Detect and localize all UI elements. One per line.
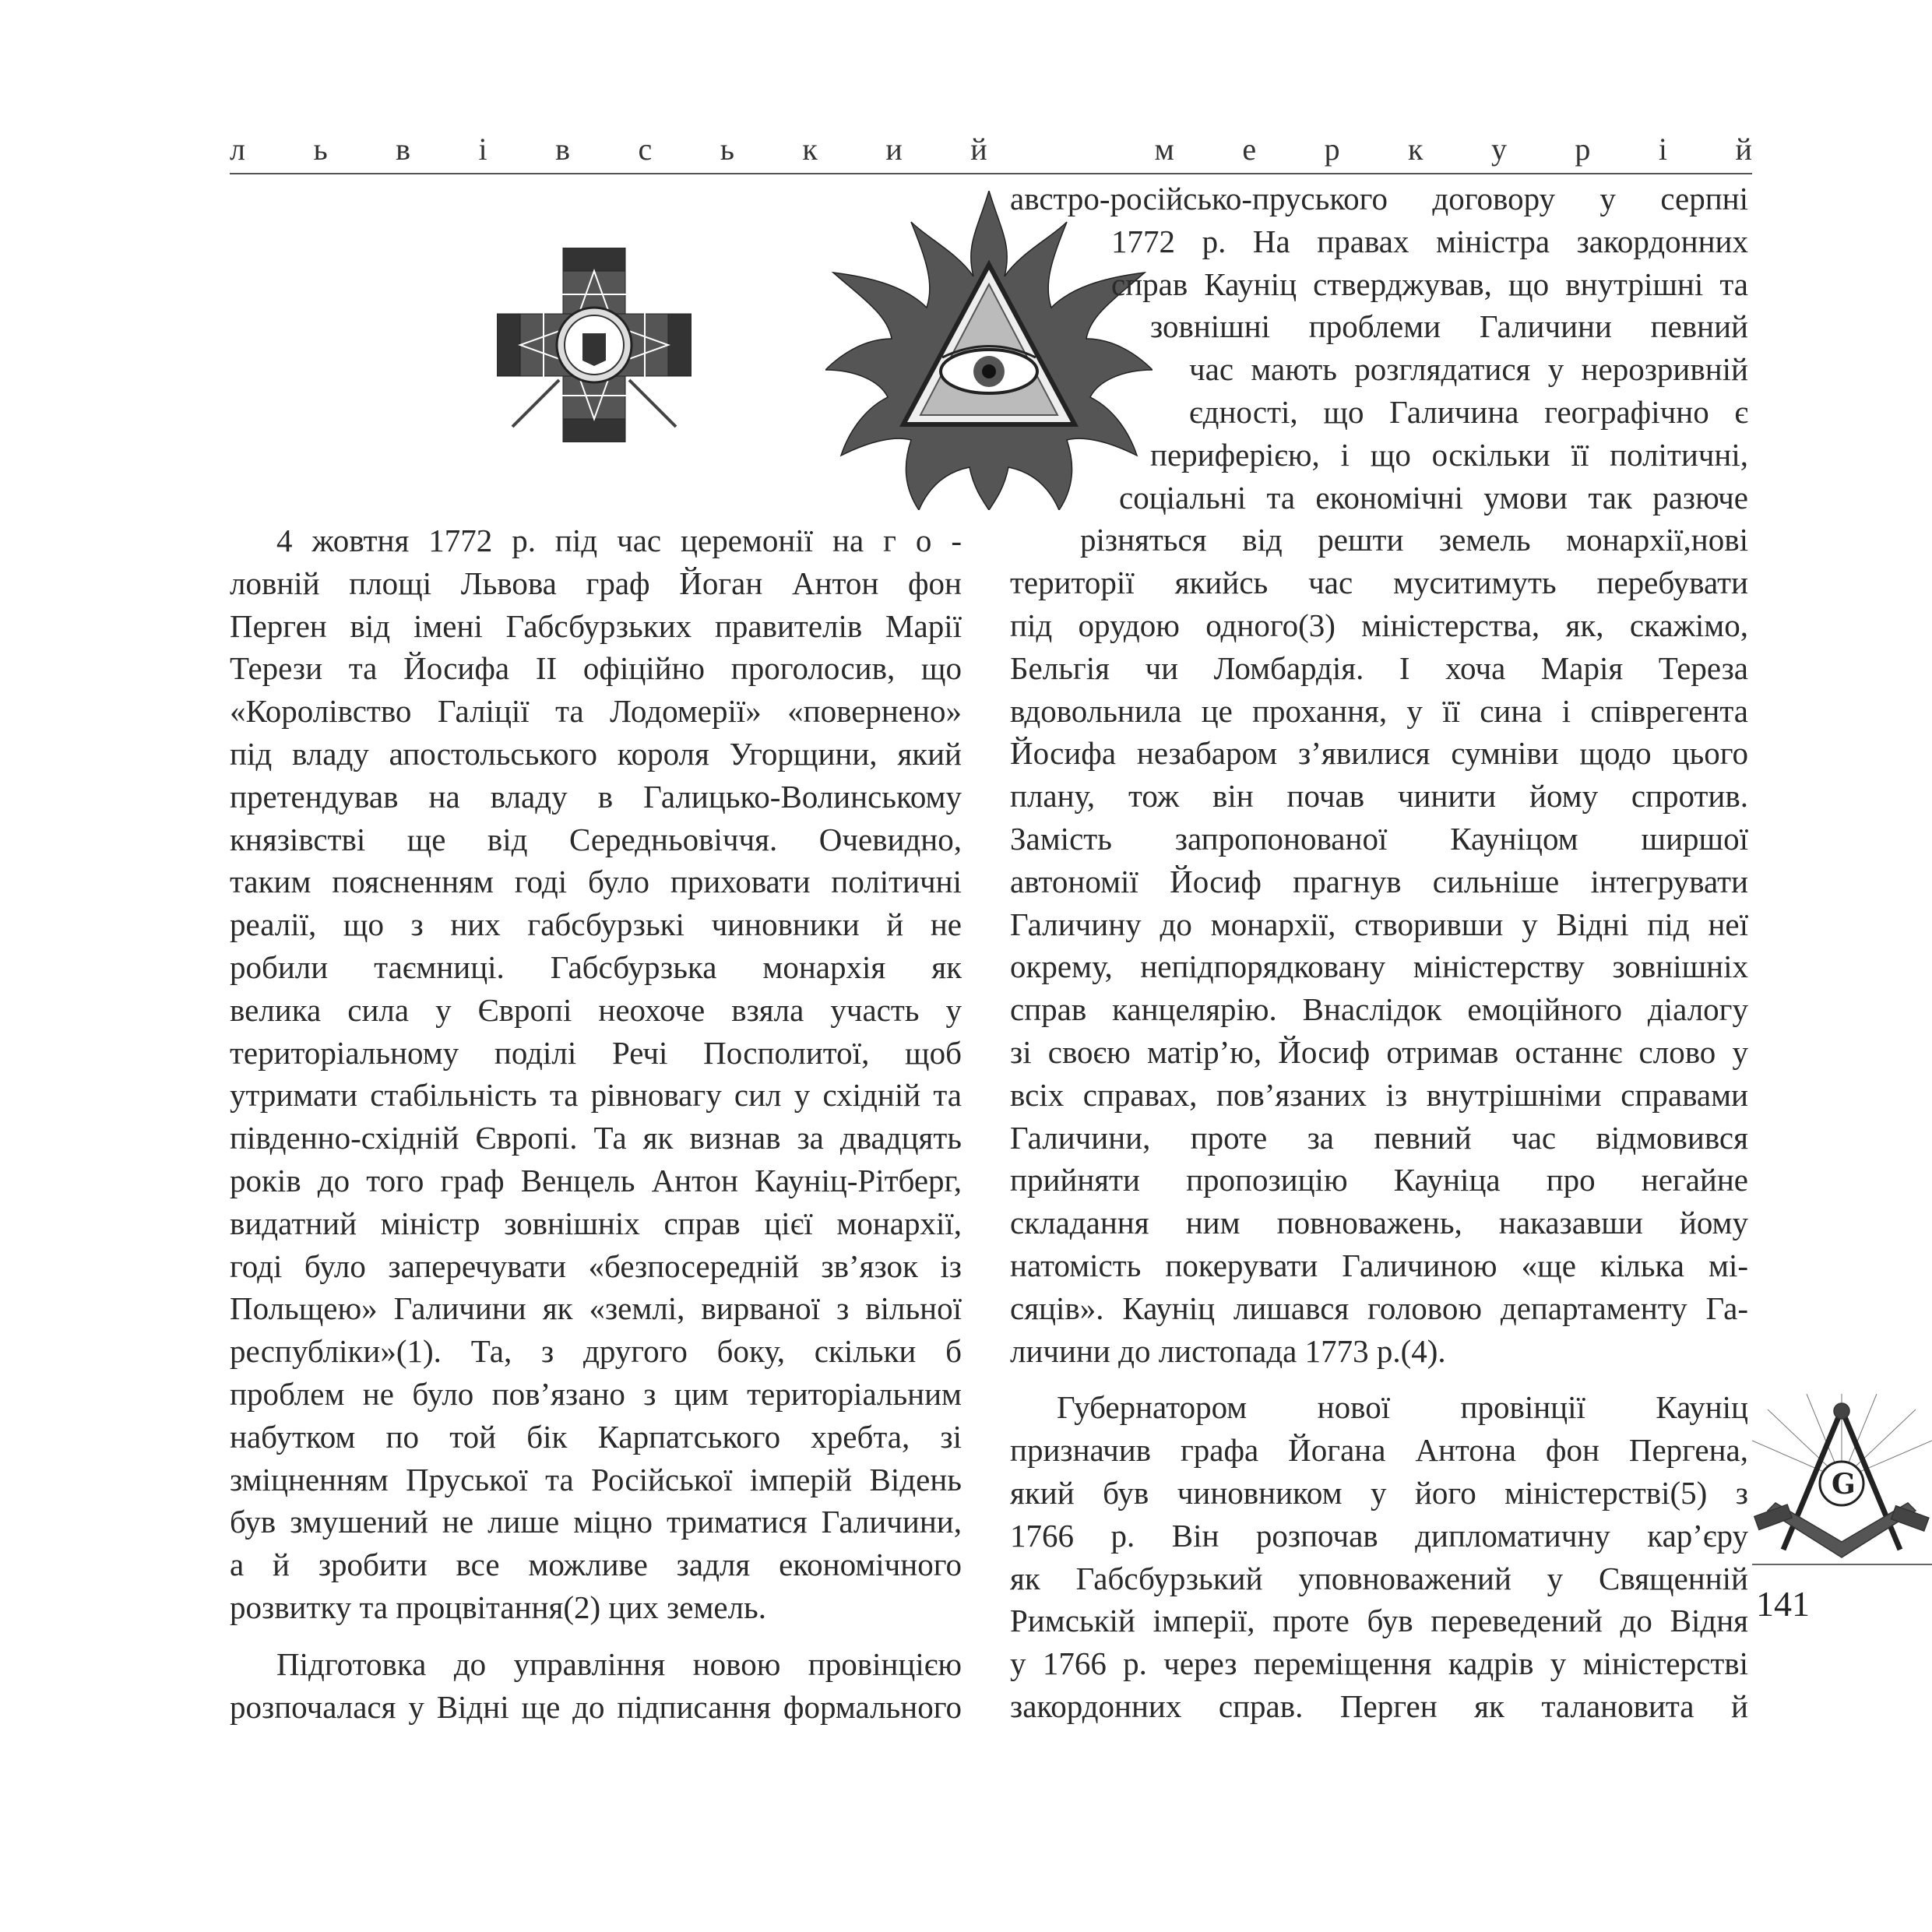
- text-line: розпочалася у Відні ще до підписання формального: [230, 1688, 962, 1725]
- text-line: років до того граф Венцель Антон Кауніц-Рітберг,: [230, 1162, 962, 1198]
- header-letter: р: [1575, 132, 1591, 167]
- text-line: сяців». Кауніц лишався головою департаменту Га-: [1010, 1290, 1748, 1326]
- text-line: справ Кауніц стверджував, що внутрішні та: [1111, 266, 1748, 302]
- text-line: плану, тож він почав чинити йому спротив.: [1010, 778, 1748, 815]
- text-line: у 1766 р. через переміщення кадрів у міністерстві: [1010, 1645, 1748, 1682]
- text-line: 1766 р. Він розпочав дипломатичну кар’єру: [1010, 1517, 1748, 1554]
- text-line: соціальні та економічні умови так разюче: [1119, 479, 1748, 516]
- header-letter: м: [1154, 132, 1174, 167]
- text-line: Терези та Йосифа II офіційно проголосив, що: [230, 650, 962, 687]
- header-letter: й: [1735, 132, 1752, 167]
- text-line: автономії Йосиф прагнув сильніше інтегрувати: [1010, 863, 1748, 899]
- text-line: Перген від імені Габсбурзьких правителів Марії: [230, 607, 962, 644]
- header-letter: ь: [313, 132, 328, 167]
- header-letter: й: [970, 132, 987, 167]
- text-line: окрему, непідпорядковану міністерству зовнішніх: [1010, 948, 1748, 985]
- right-column: [1010, 178, 1748, 1728]
- masonic-cross-emblem-icon: [497, 248, 692, 442]
- header-rule: [230, 173, 1752, 174]
- text-line: Польщею» Галичини як «землі, вирваної з вільної: [230, 1290, 962, 1327]
- header-letter: і: [478, 132, 487, 167]
- header-letter: и: [885, 132, 903, 167]
- text-line: був змушений не лише міцно триматися Галичини,: [230, 1504, 962, 1540]
- text-line: набутком по той бік Карпатського хребта, зі: [230, 1418, 962, 1455]
- text-line: натомість покерувати Галичиною «ще кілька мі-: [1010, 1247, 1748, 1283]
- text-line: під орудою одного(3) міністерства, як, скажімо,: [1010, 607, 1748, 643]
- text-line: Бельгія чи Ломбардія. І хоча Марія Тереза: [1010, 649, 1748, 686]
- text-line: територіальному поділі Речі Посполитої, щоб: [230, 1034, 962, 1071]
- text-line: Римській імперії, проте був переведений до Відня: [1010, 1603, 1748, 1639]
- text-line: велика сила у Європі неохоче взяла участь у: [230, 991, 962, 1028]
- text-line: годі було заперечувати «безпосередній зв’язок із: [230, 1248, 962, 1284]
- text-line: видатний міністр зовнішніх справ цієї монархії,: [230, 1205, 962, 1241]
- text-line: який був чиновником у його міністерстві(5) з: [1010, 1474, 1748, 1511]
- text-line: зі своєю матір’ю, Йосиф отримав останнє слово у: [1010, 1033, 1748, 1070]
- text-line: Губернатором нової провінції Кауніц: [1057, 1389, 1748, 1426]
- text-line: Галичину до монархії, створивши у Відні під неї: [1010, 906, 1748, 942]
- text-line: ловній площі Львова граф Йоган Антон фон: [230, 565, 962, 601]
- text-line: 1772 р. На правах міністра закордонних: [1111, 223, 1748, 259]
- text-line: території якийсь час муситимуть перебувати: [1010, 565, 1748, 601]
- text-line: південно-східній Європі. Та як визнав за двадцять: [230, 1120, 962, 1156]
- header-letter: к: [802, 132, 818, 167]
- text-line: закордонних справ. Перген як талановита й: [1010, 1687, 1748, 1724]
- header-letter: в: [396, 132, 411, 167]
- text-line: утримати стабільність та рівновагу сил у східній та: [230, 1077, 962, 1114]
- text-line: розвитку та процвітання(2) цих земель.: [230, 1589, 766, 1625]
- text-line: вдовольнила це прохання, у її сина і співрегента: [1010, 692, 1748, 729]
- header-letter: у: [1490, 132, 1507, 167]
- text-line: Замість запропонованої Кауніцом ширшої: [1010, 820, 1748, 857]
- header-letter: е: [1242, 132, 1257, 167]
- text-line: Підготовка до управління новою провінцією: [276, 1645, 962, 1682]
- text-line: 4 жовтня 1772 р. під час церемонії на г о -: [276, 523, 962, 558]
- header-letter: р: [1324, 132, 1340, 167]
- text-line: час мають розглядатися у нерозривній: [1189, 351, 1748, 388]
- header-letter: л: [230, 132, 245, 167]
- text-line: прийняти пропозицію Кауніца про негайне: [1010, 1162, 1748, 1198]
- running-header: [230, 132, 1752, 167]
- text-line: під владу апостольського короля Угорщини, який: [230, 735, 962, 772]
- margin-rule: [1752, 1564, 1932, 1565]
- text-line: а й зробити все можливе задля економічного: [230, 1547, 962, 1583]
- text-line: периферією, і що оскільки її політичні,: [1150, 436, 1748, 473]
- text-line: Йосифа незабаром з’явилися сумніви щодо цього: [1010, 735, 1748, 772]
- text-line: личини до листопада 1773 р.(4).: [1010, 1332, 1446, 1369]
- text-line: «Королівство Галіції та Лодомерії» «повернено»: [230, 693, 962, 730]
- text-line: робили таємниці. Габсбурзька монархія як: [230, 948, 962, 985]
- text-line: проблем не було пов’язано з цим територіальним: [230, 1375, 962, 1412]
- text-line: таким поясненням годі було приховати політичні: [230, 864, 962, 900]
- text-line: як Габсбурзький уповноважений у Священній: [1010, 1560, 1748, 1596]
- text-line: справ канцелярію. Внаслідок емоційного діалогу: [1010, 991, 1748, 1028]
- text-line: Галичини, проте за певний час відмовився: [1010, 1119, 1748, 1156]
- text-line: реалії, що з них габсбурзькі чиновники й не: [230, 906, 962, 943]
- header-letter: с: [638, 132, 653, 167]
- text-line: призначив графа Йогана Антона фон Пергена,: [1010, 1432, 1748, 1469]
- left-column: [230, 519, 962, 1728]
- header-letter: ь: [720, 132, 734, 167]
- header-letter: і: [1658, 132, 1667, 167]
- text-line: республіки»(1). Та, з другого боку, скільки б: [230, 1333, 962, 1370]
- text-line: князівстві ще від Середньовіччя. Очевидно,: [230, 821, 962, 857]
- text-line: всіх справах, пов’язаних із внутрішніми справами: [1010, 1076, 1748, 1113]
- text-line: претендував на владу в Галицько-Волинському: [230, 778, 962, 815]
- header-letter: к: [1408, 132, 1423, 167]
- header-letter: в: [555, 132, 570, 167]
- text-line: зміцненням Пруської та Російської імперій Відень: [230, 1461, 962, 1497]
- text-line: єдності, що Галичина географічно є: [1189, 393, 1748, 430]
- text-line: складання ним повноважень, наказавши йому: [1010, 1205, 1748, 1241]
- text-line: зовнішні проблеми Галичини певний: [1150, 308, 1748, 345]
- text-line: австро-російсько-пруського договору у серпні: [1010, 181, 1748, 216]
- square-and-compass-icon: [1752, 1394, 1932, 1561]
- text-line: різняться від решти земель монархії,нові: [1080, 522, 1748, 558]
- svg-text:G: G: [1832, 1468, 1856, 1501]
- page-number: 141: [1756, 1584, 1810, 1624]
